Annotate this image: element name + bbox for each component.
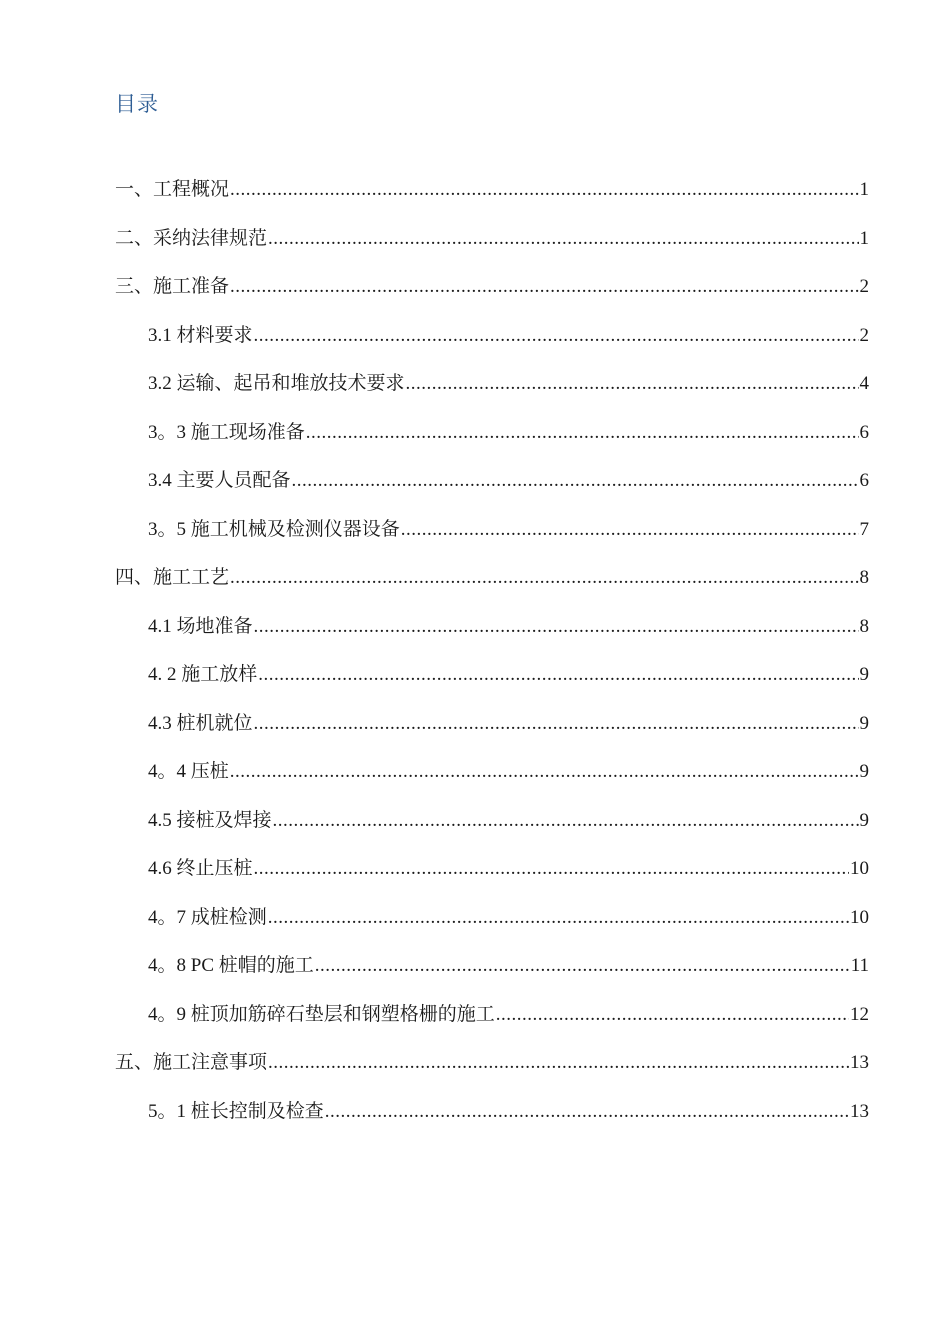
toc-dot-leader [315,949,850,983]
toc-entry[interactable] [115,901,869,950]
toc-entry[interactable] [115,1046,869,1095]
toc-dot-leader [254,319,859,353]
toc-entry[interactable] [115,367,869,416]
toc-entry-text: 3.1 材料要求 [148,324,253,346]
toc-entry[interactable] [115,173,869,222]
toc-page-number: 9 [859,712,869,734]
toc-entry[interactable] [115,416,869,465]
toc-dot-leader [254,852,849,886]
toc-entry[interactable] [115,513,869,562]
toc-page-number: 8 [859,567,869,588]
toc-page-number: 2 [859,324,869,346]
toc-list [115,173,869,1143]
toc-dot-leader [496,998,849,1032]
toc-entry[interactable] [115,561,869,610]
toc-entry-text: 4.6 终止压桩 [148,858,253,879]
toc-entry[interactable] [115,755,869,804]
toc-dot-leader [268,222,858,256]
toc-entry-text: 3。3 施工现场准备 [148,421,305,443]
toc-page-number: 9 [859,664,869,685]
toc-entry-text: 4.1 场地准备 [148,615,253,637]
toc-dot-leader [230,173,858,207]
toc-entry[interactable] [115,464,869,513]
toc-entry-text: 4.3 桩机就位 [148,712,253,734]
toc-page-number: 10 [850,858,869,879]
toc-page-number: 9 [859,809,869,831]
toc-entry-text: 4。4 压桩 [148,761,229,782]
toc-entry[interactable] [115,998,869,1047]
toc-dot-leader [273,804,859,838]
toc-entry-text: 四、施工工艺 [115,567,230,588]
toc-dot-leader [258,658,858,692]
toc-page-number: 6 [859,421,869,443]
toc-entry[interactable] [115,804,869,853]
toc-dot-leader [268,1046,849,1080]
toc-entry[interactable] [115,852,869,901]
toc-entry[interactable] [115,270,869,319]
toc-entry[interactable] [115,610,869,659]
toc-entry-text: 4。8 PC 桩帽的施工 [148,955,314,976]
toc-dot-leader [254,610,859,644]
toc-dot-leader [254,707,859,741]
toc-entry-text: 五、施工注意事项 [115,1052,268,1073]
toc-entry[interactable] [115,707,869,756]
toc-dot-leader [325,1095,849,1129]
toc-page-number: 12 [850,1003,869,1025]
toc-entry-text: 一、工程概况 [115,179,230,200]
toc-entry-text: 3.4 主要人员配备 [148,470,291,491]
toc-page-number: 11 [850,955,869,976]
toc-dot-leader [268,901,849,935]
toc-page-number: 9 [859,761,869,782]
toc-dot-leader [230,561,858,595]
toc-dot-leader [230,270,858,304]
toc-page-number: 7 [859,518,869,540]
toc-page-number: 1 [859,227,869,249]
toc-title: 目录 [115,92,159,116]
toc-entry-text: 5。1 桩长控制及检查 [148,1100,324,1122]
toc-entry[interactable] [115,319,869,368]
toc-entry[interactable] [115,222,869,271]
toc-entry-text: 4.5 接桩及焊接 [148,809,272,831]
toc-page-number: 1 [859,179,869,200]
toc-page-number: 6 [859,470,869,491]
toc-page-number: 13 [850,1052,869,1073]
toc-entry-text: 4。9 桩顶加筋碎石垫层和钢塑格栅的施工 [148,1003,495,1025]
toc-entry-text: 3.2 运输、起吊和堆放技术要求 [148,373,405,394]
toc-entry-text: 三、施工准备 [115,276,230,297]
toc-dot-leader [292,464,859,498]
toc-entry-text: 二、采纳法律规范 [115,227,268,249]
toc-page-number: 10 [850,906,869,928]
toc-dot-leader [406,367,859,401]
toc-dot-leader [401,513,859,547]
toc-page-number: 13 [850,1100,869,1122]
toc-entry[interactable] [115,1095,869,1144]
toc-dot-leader [306,416,859,450]
toc-entry[interactable] [115,949,869,998]
toc-page-number: 2 [859,276,869,297]
toc-page-number: 4 [859,373,869,394]
toc-entry-text: 3。5 施工机械及检测仪器设备 [148,518,400,540]
toc-entry-text: 4. 2 施工放样 [148,664,258,685]
toc-page-number: 8 [859,615,869,637]
toc-dot-leader [230,755,859,789]
toc-entry[interactable] [115,658,869,707]
toc-entry-text: 4。7 成桩检测 [148,906,267,928]
